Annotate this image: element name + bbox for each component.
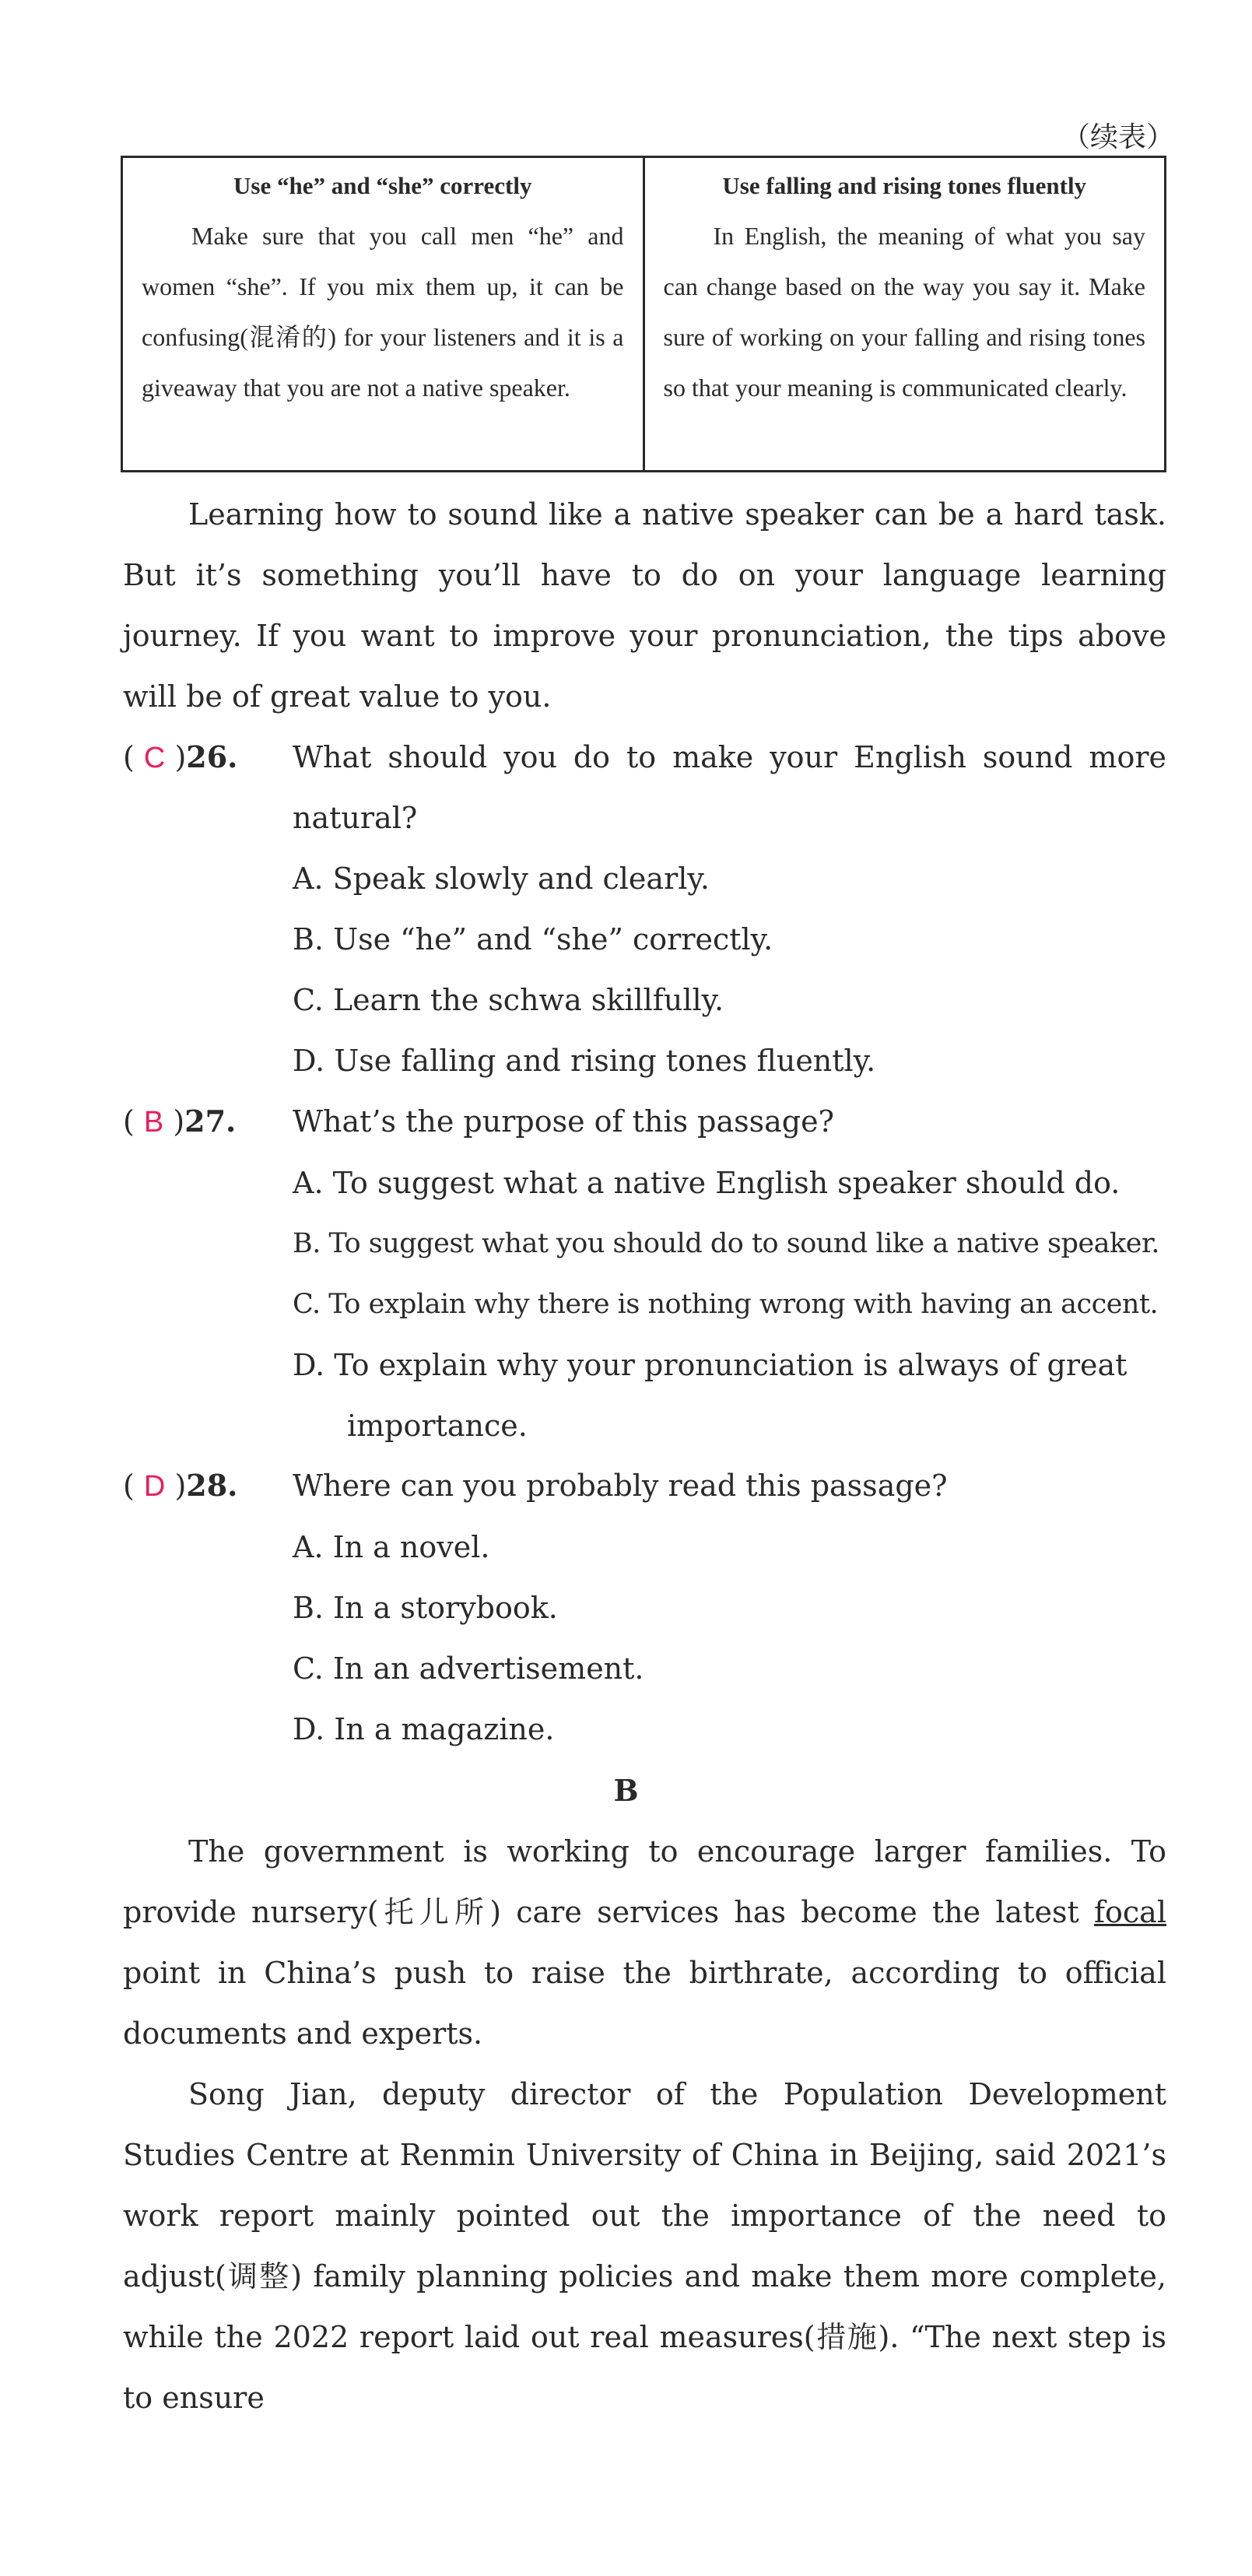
question-number: 26. — [186, 739, 238, 774]
question-27 — [123, 1091, 1166, 1456]
question-stem: Where can you probably read this passage? — [293, 1469, 948, 1503]
option-a: A. Speak slowly and clearly. — [293, 862, 710, 896]
answer-letter: C — [143, 742, 166, 774]
tip-heading: Use “he” and “she” correctly — [233, 172, 532, 199]
answer-bracket: ( B )27. — [123, 1104, 237, 1139]
section-b-heading: B — [613, 1773, 639, 1808]
tip-heading: Use falling and rising tones fluently — [722, 172, 1087, 199]
tip-body: In English, the meaning of what you say can change based on the way you say it. Make sure of working on your falling and rising tones so that your meaning is communicated clearly. — [663, 222, 1145, 402]
paragraph-text: point in China’s push to raise the birthrate, according to official documents and experts. — [123, 1956, 1166, 2051]
option-d: D. In a magazine. — [293, 1712, 555, 1746]
answer-bracket: ( D )28. — [123, 1468, 238, 1503]
option-b: B. In a storybook. — [293, 1591, 558, 1625]
tip-he-she — [122, 157, 644, 472]
closing-paragraph: Learning how to sound like a native speaker can be a hard task. But it’s something you’ll have to do on your language learning journey. If you want to improve your pronunciation, the tips above will be of great value to you. — [123, 497, 1166, 714]
tip-body: Make sure that you call men “he” and women “she”. If you mix them up, it can be confusing(混淆的) for your listeners and it is a giveaway that you are not a native speaker. — [142, 222, 624, 402]
continued-label: （续表） — [1061, 121, 1174, 153]
option-d: D. To explain why your pronunciation is always of great — [293, 1348, 1128, 1382]
question-number: 28. — [186, 1468, 238, 1503]
option-d-continued: importance. — [347, 1409, 528, 1443]
answer-letter: D — [143, 1470, 166, 1503]
option-d: D. Use falling and rising tones fluently. — [293, 1044, 876, 1078]
option-a: A. In a novel. — [293, 1530, 490, 1564]
answer-letter: B — [143, 1106, 164, 1139]
option-a: A. To suggest what a native English speaker should do. — [293, 1166, 1120, 1200]
option-c: C. To explain why there is nothing wrong with having an accent. — [293, 1289, 1159, 1320]
paragraph-text: The government is working to encourage larger families. To provide nursery(托儿所) care services has become the latest — [123, 1834, 1166, 1929]
answer-bracket: ( C )26. — [123, 739, 238, 774]
section-b-paragraph-1 — [123, 1821, 1166, 2064]
section-b-paragraph-2: Song Jian, deputy director of the Population Development Studies Centre at Renmin University of China in Beijing, said 2021’s work report mainly pointed out the importance of the need to adjust(调整) family planning policies and make them more complete, while the 2022 report laid out real measures(措施). “The next step is to ensure — [123, 2077, 1166, 2415]
option-b: B. To suggest what you should do to sound like a native speaker. — [293, 1228, 1159, 1259]
question-stem: What’s the purpose of this passage? — [293, 1104, 834, 1139]
question-26 — [123, 727, 1166, 1091]
question-stem: What should you do to make your English sound more natural? — [293, 740, 1166, 835]
option-c: C. Learn the schwa skillfully. — [293, 983, 724, 1017]
question-number: 27. — [184, 1104, 237, 1139]
question-28 — [123, 1455, 1166, 1760]
underlined-word: focal — [1093, 1895, 1166, 1929]
tip-tones — [644, 157, 1166, 472]
tips-table — [121, 156, 1166, 472]
option-c: C. In an advertisement. — [293, 1651, 644, 1686]
option-b: B. Use “he” and “she” correctly. — [293, 922, 773, 956]
